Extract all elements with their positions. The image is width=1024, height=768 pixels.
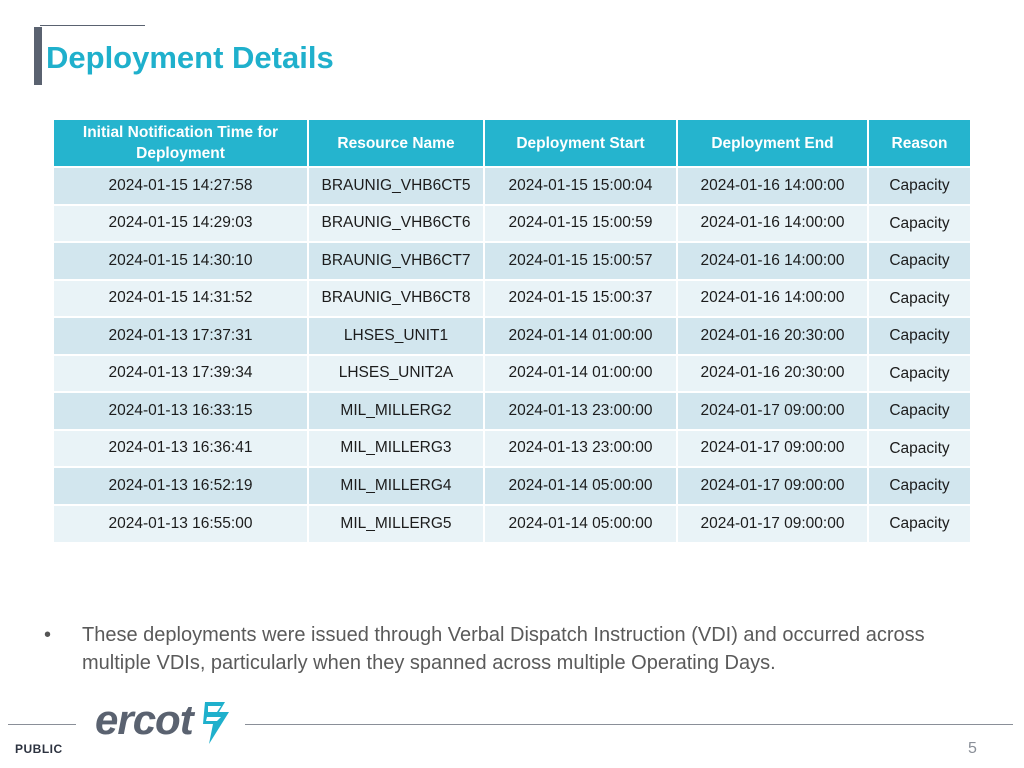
cell-notification-time: 2024-01-13 16:52:19 xyxy=(54,467,308,505)
classification-label: PUBLIC xyxy=(15,742,63,756)
title-top-rule xyxy=(40,25,145,26)
header-deployment-start: Deployment Start xyxy=(484,120,677,167)
cell-notification-time: 2024-01-15 14:31:52 xyxy=(54,280,308,318)
cell-resource-name: MIL_MILLERG4 xyxy=(308,467,484,505)
cell-deployment-end: 2024-01-16 14:00:00 xyxy=(677,242,868,280)
bullet-text: These deployments were issued through Verbal Dispatch Instruction (VDI) and occurred across multiple VDIs, particularly when they spanned across multiple Operating Days. xyxy=(82,624,925,674)
cell-resource-name: MIL_MILLERG2 xyxy=(308,392,484,430)
table-row xyxy=(54,317,970,355)
cell-reason: Capacity xyxy=(868,355,970,393)
cell-resource-name: LHSES_UNIT1 xyxy=(308,317,484,355)
cell-resource-name: LHSES_UNIT2A xyxy=(308,355,484,393)
cell-deployment-start: 2024-01-15 15:00:37 xyxy=(484,280,677,318)
cell-deployment-start: 2024-01-15 15:00:59 xyxy=(484,205,677,243)
cell-deployment-start: 2024-01-14 01:00:00 xyxy=(484,355,677,393)
logo-wordmark: ercot xyxy=(95,696,193,743)
title-accent-bar xyxy=(34,27,42,85)
page-title: Deployment Details xyxy=(46,40,334,75)
cell-notification-time: 2024-01-15 14:27:58 xyxy=(54,167,308,205)
table-header-row xyxy=(54,120,970,167)
cell-reason: Capacity xyxy=(868,467,970,505)
cell-deployment-start: 2024-01-15 15:00:04 xyxy=(484,167,677,205)
bullet-marker: • xyxy=(44,624,52,646)
cell-notification-time: 2024-01-13 16:55:00 xyxy=(54,505,308,543)
header-reason: Reason xyxy=(868,120,970,167)
table-row xyxy=(54,430,970,468)
ercot-logo xyxy=(95,698,231,742)
cell-resource-name: MIL_MILLERG5 xyxy=(308,505,484,543)
cell-deployment-start: 2024-01-14 01:00:00 xyxy=(484,317,677,355)
cell-deployment-end: 2024-01-16 14:00:00 xyxy=(677,205,868,243)
table-row xyxy=(54,467,970,505)
cell-reason: Capacity xyxy=(868,205,970,243)
header-initial-notification-time: Initial Notification Time for Deployment xyxy=(54,120,308,167)
footer-rule-left xyxy=(8,724,76,725)
cell-reason: Capacity xyxy=(868,167,970,205)
cell-deployment-end: 2024-01-16 14:00:00 xyxy=(677,167,868,205)
cell-deployment-start: 2024-01-13 23:00:00 xyxy=(484,430,677,468)
cell-deployment-start: 2024-01-13 23:00:00 xyxy=(484,392,677,430)
cell-reason: Capacity xyxy=(868,317,970,355)
cell-notification-time: 2024-01-13 17:37:31 xyxy=(54,317,308,355)
cell-notification-time: 2024-01-15 14:30:10 xyxy=(54,242,308,280)
table-row xyxy=(54,392,970,430)
cell-reason: Capacity xyxy=(868,392,970,430)
cell-resource-name: BRAUNIG_VHB6CT7 xyxy=(308,242,484,280)
footer-rule-right xyxy=(245,724,1013,725)
bullet-list xyxy=(44,621,984,677)
cell-resource-name: BRAUNIG_VHB6CT8 xyxy=(308,280,484,318)
table-row xyxy=(54,280,970,318)
cell-deployment-start: 2024-01-15 15:00:57 xyxy=(484,242,677,280)
cell-deployment-start: 2024-01-14 05:00:00 xyxy=(484,467,677,505)
cell-reason: Capacity xyxy=(868,430,970,468)
cell-deployment-end: 2024-01-17 09:00:00 xyxy=(677,467,868,505)
lightning-bolt-icon xyxy=(195,700,231,746)
page-number: 5 xyxy=(968,740,977,757)
table-row xyxy=(54,167,970,205)
cell-reason: Capacity xyxy=(868,505,970,543)
cell-deployment-end: 2024-01-17 09:00:00 xyxy=(677,430,868,468)
header-resource-name: Resource Name xyxy=(308,120,484,167)
cell-reason: Capacity xyxy=(868,280,970,318)
header-deployment-end: Deployment End xyxy=(677,120,868,167)
cell-resource-name: BRAUNIG_VHB6CT6 xyxy=(308,205,484,243)
cell-notification-time: 2024-01-13 16:36:41 xyxy=(54,430,308,468)
table-row xyxy=(54,505,970,543)
cell-deployment-end: 2024-01-16 20:30:00 xyxy=(677,355,868,393)
cell-notification-time: 2024-01-15 14:29:03 xyxy=(54,205,308,243)
table-row xyxy=(54,242,970,280)
table-row xyxy=(54,205,970,243)
deployment-table xyxy=(54,120,970,542)
cell-reason: Capacity xyxy=(868,242,970,280)
cell-deployment-start: 2024-01-14 05:00:00 xyxy=(484,505,677,543)
cell-deployment-end: 2024-01-17 09:00:00 xyxy=(677,505,868,543)
cell-deployment-end: 2024-01-16 20:30:00 xyxy=(677,317,868,355)
cell-deployment-end: 2024-01-17 09:00:00 xyxy=(677,392,868,430)
table-row xyxy=(54,355,970,393)
cell-deployment-end: 2024-01-16 14:00:00 xyxy=(677,280,868,318)
cell-notification-time: 2024-01-13 17:39:34 xyxy=(54,355,308,393)
cell-notification-time: 2024-01-13 16:33:15 xyxy=(54,392,308,430)
cell-resource-name: MIL_MILLERG3 xyxy=(308,430,484,468)
cell-resource-name: BRAUNIG_VHB6CT5 xyxy=(308,167,484,205)
